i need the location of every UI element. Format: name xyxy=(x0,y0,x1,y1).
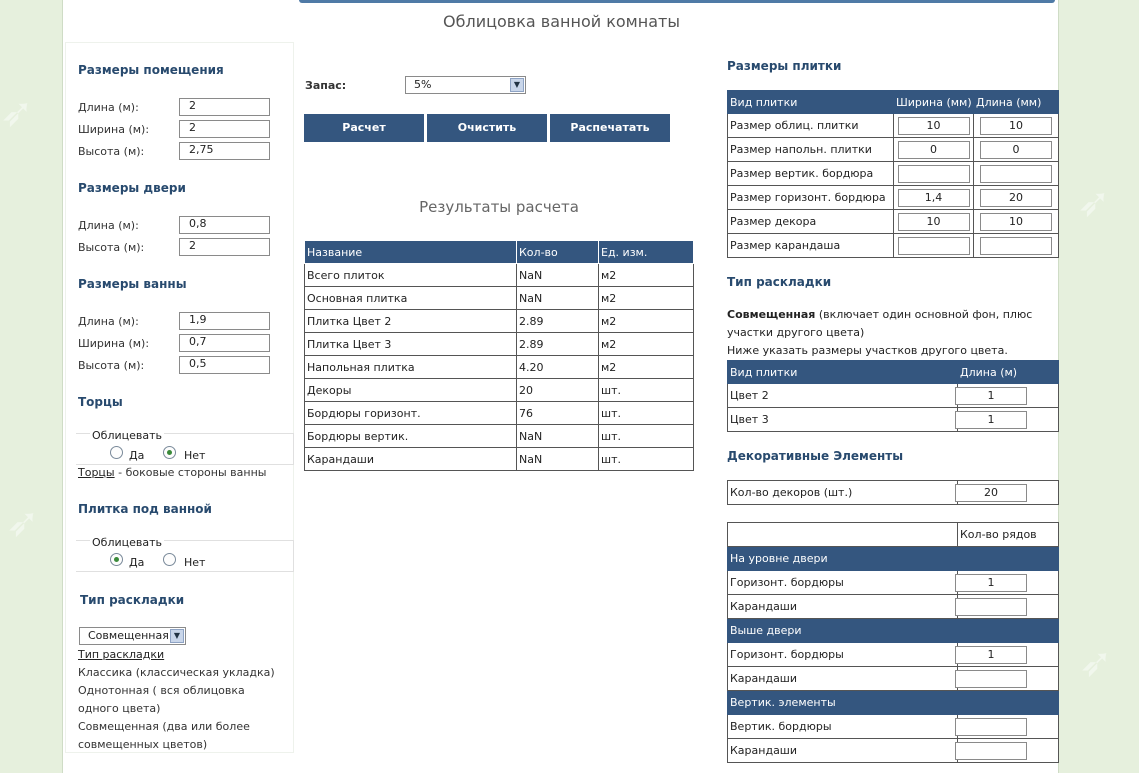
tile-size-label: Размер карандаша xyxy=(728,234,894,258)
layout-select[interactable] xyxy=(79,627,186,645)
table-row xyxy=(728,571,1059,595)
results-header-qty: Кол-во xyxy=(517,241,599,264)
tile-length-input[interactable]: 10 xyxy=(980,117,1052,135)
clear-button[interactable]: Очистить xyxy=(427,114,547,142)
tile-size-label: Размер горизонт. бордюра xyxy=(728,186,894,210)
results-table xyxy=(304,240,694,471)
layout-line-mono: Однотонная ( вся облицовка одного цвета) xyxy=(78,684,245,715)
rows-count-input[interactable] xyxy=(955,598,1027,616)
table-row xyxy=(728,408,1059,432)
rows-item-label: Карандаши xyxy=(728,739,958,763)
rows-count-input[interactable] xyxy=(955,718,1027,736)
background-right xyxy=(1059,0,1139,773)
table-row xyxy=(728,715,1059,739)
ends-heading: Торцы xyxy=(78,395,123,409)
results-header-row xyxy=(305,241,694,264)
results-cell-name: Карандаши xyxy=(305,448,517,471)
bird-decoration-icon: ➶ xyxy=(0,90,34,136)
results-cell-qty: 4.20 xyxy=(517,356,599,379)
color-area-label: Цвет 2 xyxy=(728,384,958,408)
bath-length-input[interactable]: 1,9 xyxy=(179,312,270,330)
room-length-label: Длина (м): xyxy=(78,101,139,114)
decor-count-input[interactable]: 20 xyxy=(955,484,1027,502)
results-cell-name: Напольная плитка xyxy=(305,356,517,379)
bath-heading: Размеры ванны xyxy=(78,277,187,291)
results-cell-qty: NaN xyxy=(517,425,599,448)
results-cell-qty: 20 xyxy=(517,379,599,402)
rows-header: Кол-во рядов xyxy=(958,523,1059,547)
bath-height-label: Высота (м): xyxy=(78,359,145,372)
top-bar xyxy=(299,0,1055,3)
tile-sizes-header-width: Ширина (мм) xyxy=(894,91,974,114)
under-yes-radio[interactable] xyxy=(110,553,123,566)
results-cell-qty: NaN xyxy=(517,264,599,287)
layout-line-classic: Классика (классическая укладка) xyxy=(78,666,275,679)
layout-info xyxy=(78,646,278,754)
rows-count-input[interactable]: 1 xyxy=(955,574,1027,592)
room-width-input[interactable]: 2 xyxy=(179,120,270,138)
table-row xyxy=(728,384,1059,408)
layout-line-combined: Совмещенная (два или более совмещенных цветов) xyxy=(78,720,250,751)
color-areas-header-type: Вид плитки xyxy=(728,361,958,384)
results-cell-unit: м2 xyxy=(599,333,694,356)
color-area-label: Цвет 3 xyxy=(728,408,958,432)
tile-width-input[interactable]: 0 xyxy=(898,141,970,159)
tile-length-input[interactable]: 10 xyxy=(980,213,1052,231)
rows-item-label: Карандаши xyxy=(728,595,958,619)
table-row xyxy=(305,425,694,448)
ends-no-label: Нет xyxy=(184,449,206,462)
results-cell-unit: шт. xyxy=(599,448,694,471)
color-areas-table xyxy=(727,360,1059,432)
results-cell-name: Всего плиток xyxy=(305,264,517,287)
background-left xyxy=(0,0,62,773)
room-width-label: Ширина (м): xyxy=(78,123,150,136)
tile-length-input[interactable] xyxy=(980,237,1052,255)
color-areas-header-length: Длина (м) xyxy=(958,361,1059,384)
color-area-length-input[interactable]: 1 xyxy=(955,411,1027,429)
bath-height-input[interactable]: 0,5 xyxy=(179,356,270,374)
tile-width-input[interactable] xyxy=(898,237,970,255)
results-cell-unit: шт. xyxy=(599,425,694,448)
bath-length-label: Длина (м): xyxy=(78,315,139,328)
ends-yes-label: Да xyxy=(129,449,145,462)
tile-width-input[interactable]: 10 xyxy=(898,213,970,231)
rows-count-input[interactable] xyxy=(955,670,1027,688)
tile-width-input[interactable]: 1,4 xyxy=(898,189,970,207)
rows-section-header xyxy=(728,691,1059,715)
bird-decoration-icon: ➶ xyxy=(6,500,40,546)
tile-length-input[interactable] xyxy=(980,165,1052,183)
table-row xyxy=(728,739,1059,763)
results-cell-name: Плитка Цвет 3 xyxy=(305,333,517,356)
layout-type-description xyxy=(727,306,1057,342)
tile-size-label: Размер декора xyxy=(728,210,894,234)
table-row xyxy=(728,162,1059,186)
results-cell-unit: м2 xyxy=(599,287,694,310)
results-cell-qty: 2.89 xyxy=(517,310,599,333)
results-cell-unit: шт. xyxy=(599,402,694,425)
ends-fieldset xyxy=(76,429,294,465)
rows-section-title: На уровне двери xyxy=(728,547,1059,571)
room-height-label: Высота (м): xyxy=(78,145,145,158)
room-height-input[interactable]: 2,75 xyxy=(179,142,270,160)
door-height-label: Высота (м): xyxy=(78,241,145,254)
room-heading: Размеры помещения xyxy=(78,63,224,77)
table-row xyxy=(728,643,1059,667)
decor-heading: Декоративные Элементы xyxy=(727,449,904,463)
door-length-label: Длина (м): xyxy=(78,219,139,232)
rows-header-row xyxy=(728,523,1059,547)
under-yes-label: Да xyxy=(129,556,145,569)
color-area-length-input[interactable]: 1 xyxy=(955,387,1027,405)
ends-no-radio[interactable] xyxy=(163,446,176,459)
rows-section-title: Выше двери xyxy=(728,619,1059,643)
ends-link[interactable]: Торцы xyxy=(78,466,115,479)
results-cell-name: Декоры xyxy=(305,379,517,402)
table-row xyxy=(305,379,694,402)
results-cell-name: Плитка Цвет 2 xyxy=(305,310,517,333)
table-row xyxy=(305,448,694,471)
table-row xyxy=(305,310,694,333)
rows-section-header xyxy=(728,547,1059,571)
results-cell-qty: 2.89 xyxy=(517,333,599,356)
table-row xyxy=(305,356,694,379)
rows-section-title: Вертик. элементы xyxy=(728,691,1059,715)
layout-type-heading: Тип раскладки xyxy=(727,275,832,289)
rows-count-input[interactable] xyxy=(955,742,1027,760)
tile-size-label: Размер облиц. плитки xyxy=(728,114,894,138)
table-row xyxy=(305,264,694,287)
results-cell-name: Основная плитка xyxy=(305,287,517,310)
tile-size-label: Размер напольн. плитки xyxy=(728,138,894,162)
table-row xyxy=(728,595,1059,619)
table-row xyxy=(728,210,1059,234)
ends-legend: Облицевать xyxy=(92,429,162,442)
rows-item-label: Горизонт. бордюры xyxy=(728,571,958,595)
ends-yes-radio[interactable] xyxy=(110,446,123,459)
tile-sizes-table xyxy=(727,90,1059,258)
page-title: Облицовка ванной комнаты xyxy=(443,12,680,31)
results-cell-name: Бордюры вертик. xyxy=(305,425,517,448)
layout-link[interactable]: Тип раскладки xyxy=(78,648,165,661)
under-heading: Плитка под ванной xyxy=(78,502,212,516)
reserve-select[interactable] xyxy=(405,76,526,94)
decor-count-label: Кол-во декоров (шт.) xyxy=(728,481,958,505)
tile-sizes-header-type: Вид плитки xyxy=(728,91,894,114)
table-row xyxy=(728,234,1059,258)
rows-table xyxy=(727,522,1059,763)
results-cell-unit: шт. xyxy=(599,379,694,402)
table-row xyxy=(305,287,694,310)
calculate-button[interactable]: Расчет xyxy=(304,114,424,142)
reserve-select-value: 5% xyxy=(414,78,432,91)
chevron-down-icon[interactable]: ▼ xyxy=(170,629,184,643)
table-row xyxy=(305,333,694,356)
tile-sizes-heading: Размеры плитки xyxy=(727,59,842,73)
tile-sizes-header-row xyxy=(728,91,1059,114)
results-header-unit: Ед. изм. xyxy=(599,241,694,264)
under-fieldset xyxy=(76,536,294,572)
under-no-radio[interactable] xyxy=(163,553,176,566)
tile-sizes-header-length: Длина (мм) xyxy=(974,91,1059,114)
left-panel xyxy=(65,42,294,753)
tile-length-input[interactable]: 20 xyxy=(980,189,1052,207)
table-row xyxy=(728,186,1059,210)
tile-length-input[interactable]: 0 xyxy=(980,141,1052,159)
rows-count-input[interactable]: 1 xyxy=(955,646,1027,664)
results-cell-qty: 76 xyxy=(517,402,599,425)
door-heading: Размеры двери xyxy=(78,181,186,195)
layout-type-bold: Совмещенная xyxy=(727,308,816,321)
door-height-input[interactable]: 2 xyxy=(179,238,270,256)
decor-count-row xyxy=(728,481,1059,505)
bird-decoration-icon: ➶ xyxy=(1079,640,1113,686)
results-cell-unit: м2 xyxy=(599,310,694,333)
reserve-label: Запас: xyxy=(305,79,347,92)
layout-type-desc: (включает один основной фон, плюс участки другого цвета) xyxy=(727,308,1033,339)
rows-item-label: Горизонт. бордюры xyxy=(728,643,958,667)
room-length-input[interactable]: 2 xyxy=(179,98,270,116)
table-row xyxy=(728,138,1059,162)
under-no-label: Нет xyxy=(184,556,206,569)
results-cell-unit: м2 xyxy=(599,356,694,379)
results-cell-qty: NaN xyxy=(517,287,599,310)
tile-width-input[interactable] xyxy=(898,165,970,183)
bath-width-input[interactable]: 0,7 xyxy=(179,334,270,352)
results-header-name: Название xyxy=(305,241,517,264)
layout-type-note: Ниже указать размеры участков другого цвета. xyxy=(727,344,1008,357)
layout-heading: Тип раскладки xyxy=(80,593,185,607)
print-button[interactable]: Распечатать xyxy=(550,114,670,142)
table-row xyxy=(728,667,1059,691)
ends-note-text: - боковые стороны ванны xyxy=(114,466,267,479)
results-cell-qty: NaN xyxy=(517,448,599,471)
bath-width-label: Ширина (м): xyxy=(78,337,150,350)
rows-item-label: Вертик. бордюры xyxy=(728,715,958,739)
results-title: Результаты расчета xyxy=(419,198,579,216)
table-row xyxy=(728,114,1059,138)
results-cell-name: Бордюры горизонт. xyxy=(305,402,517,425)
bird-decoration-icon: ➶ xyxy=(1077,180,1111,226)
page xyxy=(62,0,1059,773)
tile-width-input[interactable]: 10 xyxy=(898,117,970,135)
ends-note xyxy=(78,464,278,482)
rows-section-header xyxy=(728,619,1059,643)
results-cell-unit: м2 xyxy=(599,264,694,287)
color-areas-header-row xyxy=(728,361,1059,384)
decor-table xyxy=(727,480,1059,505)
layout-select-value: Совмещенная xyxy=(88,629,169,642)
chevron-down-icon[interactable]: ▼ xyxy=(510,78,524,92)
tile-size-label: Размер вертик. бордюра xyxy=(728,162,894,186)
under-legend: Облицевать xyxy=(92,536,162,549)
table-row xyxy=(305,402,694,425)
door-length-input[interactable]: 0,8 xyxy=(179,216,270,234)
rows-item-label: Карандаши xyxy=(728,667,958,691)
